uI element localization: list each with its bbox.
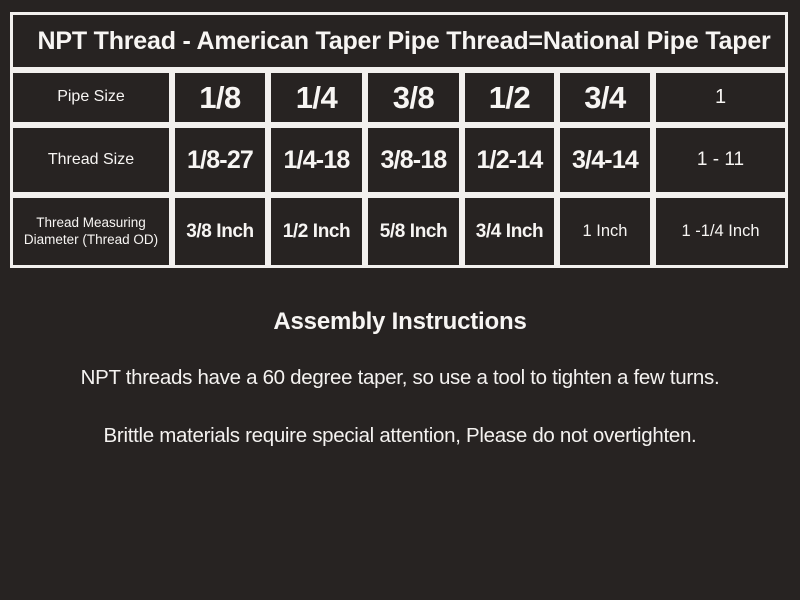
cell-diameter-2: 1/2 Inch — [268, 195, 365, 268]
assembly-instructions-section — [0, 308, 800, 448]
cell-thread-size-3: 3/8-18 — [365, 125, 462, 195]
table-row-pipe-size — [10, 70, 788, 125]
cell-thread-size-1: 1/8-27 — [172, 125, 268, 195]
row-label-pipe-size: Pipe Size — [10, 70, 172, 125]
cell-pipe-size-2: 1/4 — [268, 70, 365, 125]
cell-diameter-6: 1 -1/4 Inch — [653, 195, 788, 268]
table-row-title — [10, 12, 788, 70]
cell-pipe-size-5: 3/4 — [557, 70, 653, 125]
row-label-line-1: Thread Measuring — [36, 214, 146, 230]
cell-thread-size-2: 1/4-18 — [268, 125, 365, 195]
row-label-line-2: Diameter (Thread OD) — [23, 231, 159, 247]
table-row-thread-measuring-diameter — [10, 195, 788, 268]
table-title: NPT Thread - American Taper Pipe Thread=National Pipe Taper — [10, 12, 788, 70]
assembly-instructions-heading: Assembly Instructions — [273, 308, 527, 335]
npt-spec-table — [10, 12, 788, 268]
cell-diameter-4: 3/4 Inch — [462, 195, 557, 268]
instruction-line-2: Brittle materials require special attention, Please do not overtighten. — [103, 423, 697, 447]
cell-thread-size-6: 1 - 11 — [653, 125, 788, 195]
cell-pipe-size-6: 1 — [653, 70, 788, 125]
cell-diameter-1: 3/8 Inch — [172, 195, 268, 268]
cell-thread-size-4: 1/2-14 — [462, 125, 557, 195]
cell-diameter-3: 5/8 Inch — [365, 195, 462, 268]
cell-pipe-size-4: 1/2 — [462, 70, 557, 125]
instruction-line-1: NPT threads have a 60 degree taper, so use a tool to tighten a few turns. — [80, 365, 720, 389]
row-label-thread-measuring-diameter — [10, 195, 172, 268]
table-row-thread-size — [10, 125, 788, 195]
cell-thread-size-5: 3/4-14 — [557, 125, 653, 195]
cell-diameter-5: 1 Inch — [557, 195, 653, 268]
cell-pipe-size-3: 3/8 — [365, 70, 462, 125]
cell-pipe-size-1: 1/8 — [172, 70, 268, 125]
row-label-thread-size: Thread Size — [10, 125, 172, 195]
